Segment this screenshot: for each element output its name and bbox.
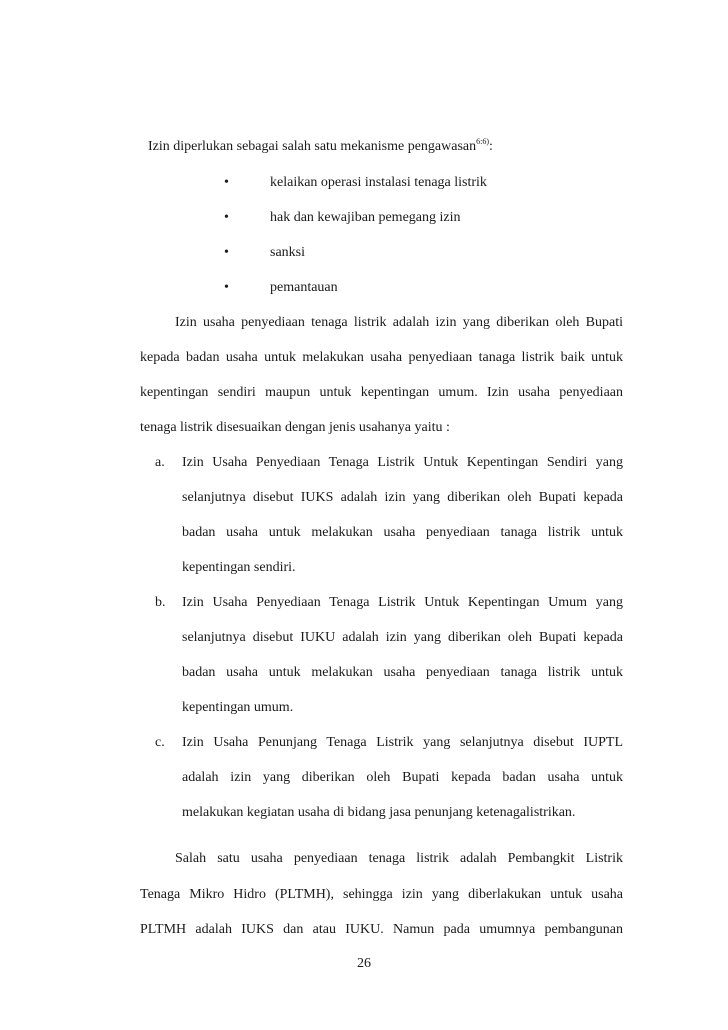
bullet-icon: •	[224, 210, 229, 225]
list-line: Izin Usaha Penyediaan Tenaga Listrik Untuk Kepentingan Sendiri yang	[182, 455, 623, 470]
intro-citation: 6:6)	[476, 137, 489, 146]
list-line: selanjutnya disebut IUKU adalah izin yang diberikan oleh Bupati kepada	[182, 630, 623, 645]
list-line: Izin Usaha Penyediaan Tenaga Listrik Untuk Kepentingan Umum yang	[182, 595, 623, 610]
bullet-icon: •	[224, 175, 229, 190]
list-marker: c.	[155, 735, 165, 750]
list-line: kepentingan umum.	[182, 700, 294, 715]
list-line: melakukan kegiatan usaha di bidang jasa penunjang ketenagalistrikan.	[182, 805, 576, 820]
paragraph-line: Tenaga Mikro Hidro (PLTMH), sehingga izin yang diberlakukan untuk usaha	[140, 887, 623, 902]
bullet-item: pemantauan	[270, 280, 338, 295]
paragraph-line: kepada badan usaha untuk melakukan usaha penyediaan tanaga listrik baik untuk	[140, 350, 623, 365]
list-line: badan usaha untuk melakukan usaha penyediaan tanaga listrik untuk	[182, 665, 623, 680]
page-number: 26	[357, 956, 371, 971]
list-line: Izin Usaha Penunjang Tenaga Listrik yang selanjutnya disebut IUPTL	[182, 735, 623, 750]
bullet-item: kelaikan operasi instalasi tenaga listrik	[270, 175, 487, 190]
list-line: adalah izin yang diberikan oleh Bupati kepada badan usaha untuk	[182, 770, 623, 785]
bullet-item: sanksi	[270, 245, 305, 260]
list-line: selanjutnya disebut IUKS adalah izin yang diberikan oleh Bupati kepada	[182, 490, 623, 505]
paragraph-line: Izin usaha penyediaan tenaga listrik adalah izin yang diberikan oleh Bupati	[175, 315, 623, 330]
list-marker: b.	[155, 595, 166, 610]
list-marker: a.	[155, 455, 165, 470]
paragraph-line: kepentingan sendiri maupun untuk kepentingan umum. Izin usaha penyediaan	[140, 385, 623, 400]
bullet-item: hak dan kewajiban pemegang izin	[270, 210, 461, 225]
intro-text: Izin diperlukan sebagai salah satu mekanisme pengawasan	[148, 139, 477, 154]
bullet-icon: •	[224, 280, 229, 295]
paragraph-line: tenaga listrik disesuaikan dengan jenis usahanya yaitu :	[140, 420, 450, 435]
intro-line	[148, 138, 493, 156]
paragraph-line: Salah satu usaha penyediaan tenaga listrik adalah Pembangkit Listrik	[175, 851, 623, 866]
bullet-icon: •	[224, 245, 229, 260]
intro-colon: :	[489, 139, 493, 154]
list-line: kepentingan sendiri.	[182, 560, 296, 575]
list-line: badan usaha untuk melakukan usaha penyediaan tanaga listrik untuk	[182, 525, 623, 540]
paragraph-line: PLTMH adalah IUKS dan atau IUKU. Namun pada umumnya pembangunan	[140, 922, 623, 937]
